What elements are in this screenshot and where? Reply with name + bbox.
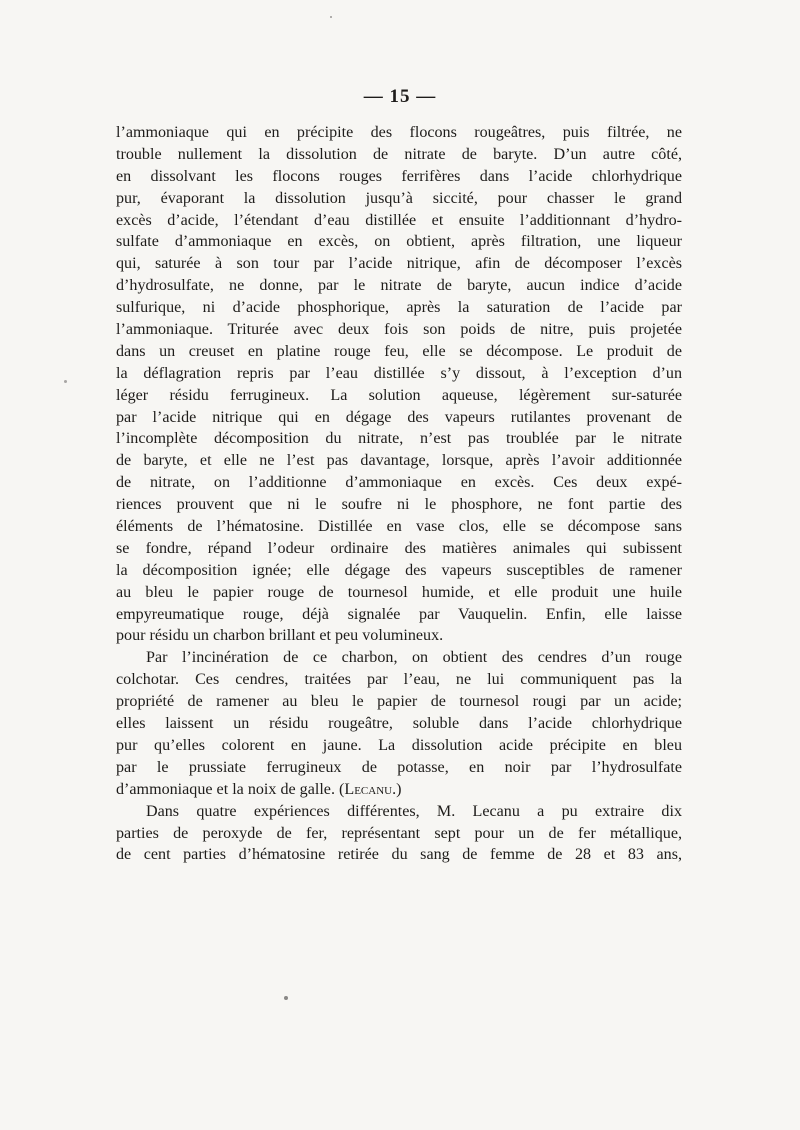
text-line: elles laissent un résidu rougeâtre, soluble dans l’acide chlorhydrique [116, 715, 682, 733]
text-line: l’ammoniaque. Triturée avec deux fois son poids de nitre, puis projetée [116, 321, 682, 339]
text-line: la décomposition ignée; elle dégage des vapeurs susceptibles de ramener [116, 561, 682, 579]
text-line: d’hydrosulfate, ne donne, par le nitrate de baryte, aucun indice d’acide [116, 277, 682, 295]
text-line: sulfurique, ni d’acide phosphorique, après la saturation de l’acide par [116, 299, 682, 317]
text-line: dans un creuset en platine rouge feu, elle se décompose. Le produit de [116, 342, 682, 360]
page-number: — 15 — [363, 86, 437, 107]
text-line: la déflagration repris par l’eau distillée s’y dissout, à l’exception d’un [116, 364, 682, 382]
paper-speck [284, 996, 288, 1000]
text-line: sulfate d’ammoniaque en excès, on obtient, après filtration, une liqueur [116, 233, 682, 251]
text-line: pour résidu un charbon brillant et peu volumineux. [116, 627, 444, 645]
text-line: léger résidu ferrugineux. La solution aqueuse, légèrement sur-saturée [116, 386, 682, 404]
paragraph-3 [116, 801, 682, 867]
text-line: de baryte, et elle ne l’est pas davantage, lorsque, après l’avoir additionnée [116, 452, 682, 470]
text-line: excès d’acide, l’étendant d’eau distillée et ensuite l’additionnant d’hydro- [116, 211, 682, 229]
paragraph-2 [116, 647, 682, 800]
paper-speck [330, 16, 332, 18]
text-line: pur qu’elles colorent en jaune. La dissolution acide précipite en bleu [116, 736, 682, 754]
text-line: l’incomplète décomposition du nitrate, n’est pas troublée par le nitrate [116, 430, 682, 448]
text-line: se fondre, répand l’odeur ordinaire des matières animales qui subissent [116, 539, 682, 557]
closing-paren: ) [396, 780, 402, 798]
text-line: par le prussiate ferrugineux de potasse, en noir par l’hydrosulfate [116, 758, 682, 776]
text-line: qui, saturée à son tour par l’acide nitrique, afin de décomposer l’excès [116, 255, 682, 273]
text-line: propriété de ramener au bleu le papier de tournesol rougi par un acide; [116, 693, 682, 711]
text-line: en dissolvant les flocons rouges ferrifères dans l’acide chlorhydrique [116, 167, 682, 185]
text-line: au bleu le papier rouge de tournesol humide, et elle produit une huile [116, 583, 682, 601]
text-line: riences prouvent que ni le soufre ni le phosphore, ne font partie des [116, 496, 682, 514]
text-line: empyreumatique rouge, déjà signalée par Vauquelin. Enfin, elle laisse [116, 605, 682, 623]
text-line: l’ammoniaque qui en précipite des flocons rougeâtres, puis filtrée, ne [116, 124, 682, 141]
text-line [116, 779, 682, 801]
paper-speck [64, 380, 67, 383]
body-text [116, 122, 682, 866]
text-line: éléments de l’hématosine. Distillée en vase clos, elle se décompose sans [116, 518, 682, 536]
text-line: par l’acide nitrique qui en dégage des vapeurs rutilantes provenant de [116, 408, 682, 426]
author-name: Lecanu. [344, 780, 397, 798]
text-line: de cent parties d’hématosine retirée du sang de femme de 28 et 83 ans, [116, 846, 682, 864]
text-line: Dans quatre expériences différentes, M. Lecanu a pu extraire dix [146, 802, 682, 820]
text-line: colchotar. Ces cendres, traitées par l’eau, ne lui communiquent pas la [116, 671, 682, 689]
closing-text: d’ammoniaque et la noix de galle. ( [116, 780, 345, 798]
text-line: parties de peroxyde de fer, représentant sept pour un de fer métallique, [116, 824, 682, 842]
text-line: trouble nullement la dissolution de nitrate de baryte. D’un autre côté, [116, 145, 682, 163]
text-line: Par l’incinération de ce charbon, on obtient des cendres d’un rouge [146, 649, 682, 667]
paragraph-1 [116, 122, 682, 647]
text-line: pur, évaporant la dissolution jusqu’à siccité, pour chasser le grand [116, 189, 682, 207]
text-line: de nitrate, on l’additionne d’ammoniaque en excès. Ces deux expé- [116, 474, 682, 492]
